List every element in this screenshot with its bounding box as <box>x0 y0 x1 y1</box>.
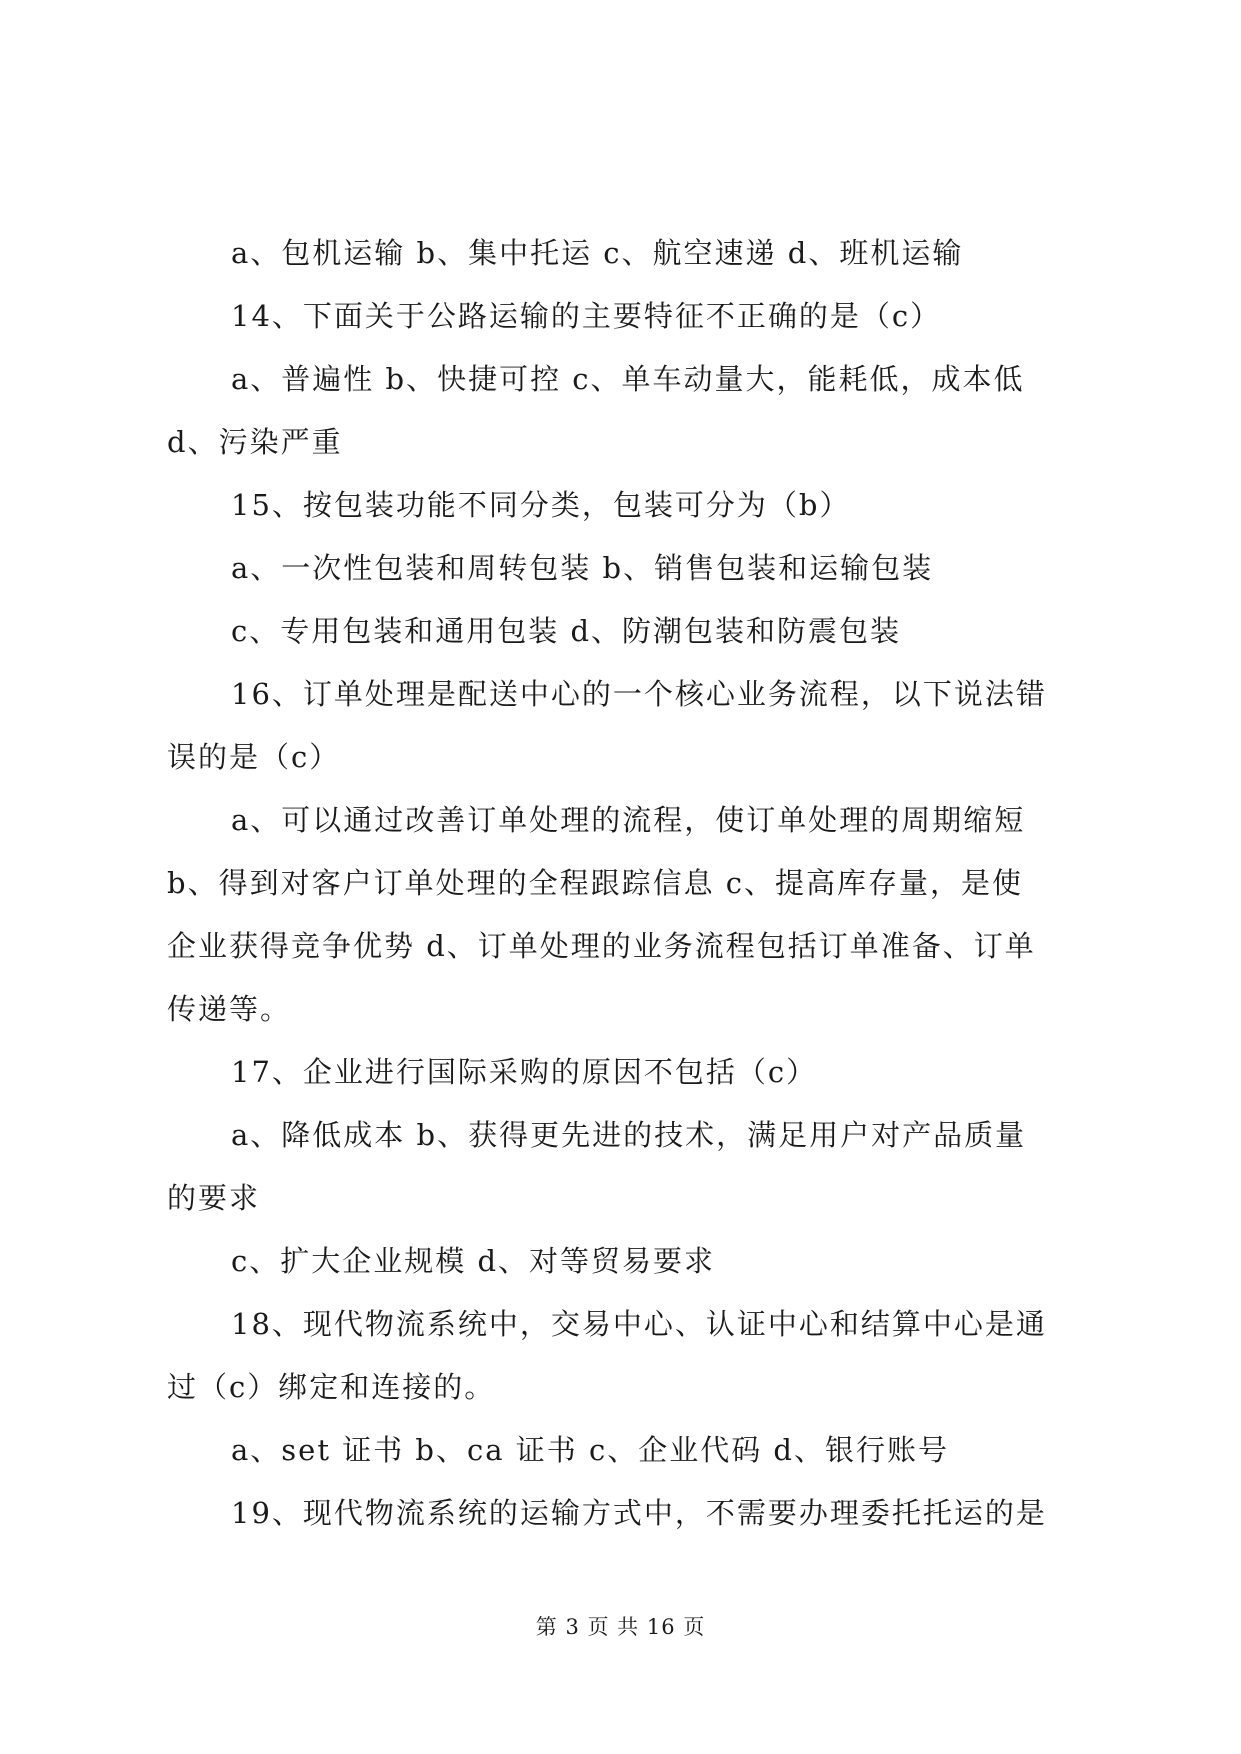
text-line: 过（c）绑定和连接的。 <box>167 1370 496 1404</box>
text-line: 误的是（c） <box>167 740 341 774</box>
question-14: 14、下面关于公路运输的主要特征不正确的是（c） <box>231 299 942 333</box>
question-18: 18、现代物流系统中，交易中心、认证中心和结算中心是通 <box>231 1307 1047 1341</box>
question-16: 16、订单处理是配送中心的一个核心业务流程，以下说法错 <box>231 677 1047 711</box>
text-line: c、扩大企业规模 d、对等贸易要求 <box>231 1244 716 1278</box>
question-19: 19、现代物流系统的运输方式中，不需要办理委托托运的是 <box>231 1496 1047 1530</box>
text-line: a、一次性包装和周转包装 b、销售包装和运输包装 <box>231 551 934 585</box>
text-line: 传递等。 <box>167 992 292 1026</box>
text-line: c、专用包装和通用包装 d、防潮包装和防震包装 <box>231 614 902 648</box>
text-line: a、普遍性 b、快捷可控 c、单车动量大，能耗低，成本低 <box>231 362 1025 396</box>
text-line: 的要求 <box>167 1181 261 1215</box>
document-body <box>167 222 1077 1545</box>
text-line: a、可以通过改善订单处理的流程，使订单处理的周期缩短 <box>231 803 1026 837</box>
question-17: 17、企业进行国际采购的原因不包括（c） <box>231 1055 818 1089</box>
text-line: 企业获得竞争优势 d、订单处理的业务流程包括订单准备、订单 <box>167 929 1036 963</box>
text-line: b、得到对客户订单处理的全程跟踪信息 c、提高库存量，是使 <box>167 866 1024 900</box>
text-line: d、污染严重 <box>167 425 343 459</box>
text-line: a、set 证书 b、ca 证书 c、企业代码 d、银行账号 <box>231 1433 949 1467</box>
page-number-footer: 第 3 页 共 16 页 <box>535 1615 706 1639</box>
text-line: a、降低成本 b、获得更先进的技术，满足用户对产品质量 <box>231 1118 1027 1152</box>
question-15: 15、按包装功能不同分类，包装可分为（b） <box>231 488 851 522</box>
text-line: a、包机运输 b、集中托运 c、航空速递 d、班机运输 <box>231 236 964 270</box>
